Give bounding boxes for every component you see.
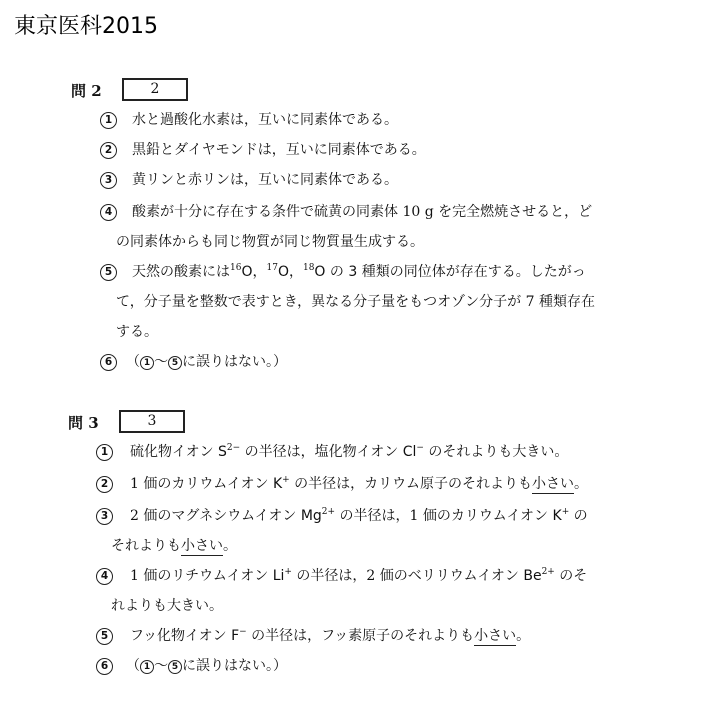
text-segment: の [569,508,588,524]
ion-symbol: F [231,628,240,644]
option-number-1: 1 [100,112,117,129]
option-text-line-2: の同素体からも同じ物質が同じ物質量生成する。 [116,234,424,250]
ion-charge: + [282,475,290,485]
text-segment: の半径は，塩化物イオン [240,444,403,460]
option-text-line-2: て，分子量を整数で表すとき，異なる分子量をもつオゾン分子が 7 種類存在 [116,294,595,310]
option-number-3: 3 [96,508,113,525]
ion-charge: 2+ [541,567,555,577]
option-text-line-2 [111,531,237,561]
underlined-text: 小さい [532,476,575,492]
text-segment: 天然の酸素には [132,264,230,280]
option-text-line-2: れよりも大きい。 [111,598,223,614]
option-text: 黒鉛とダイヤモンドは，互いに同素体である。 [132,142,426,158]
page-title: 東京医科2015 [14,14,158,39]
answer-box-3: 3 [119,410,185,433]
ion-symbol: Mg [300,508,322,524]
ion-symbol: Be [523,568,542,584]
text-segment: 。 [516,628,531,644]
option-text-line-1 [132,257,586,287]
question-2-label: 問 2 [71,82,102,100]
underlined-text: 小さい [474,628,517,644]
text-segment: の半径は，1 価のカリウムイオン [335,508,553,524]
option-text: 黄リンと赤リンは，互いに同素体である。 [132,172,398,188]
text-segment: に誤りはない。） [182,658,287,674]
text-segment: に誤りはない。） [182,354,287,370]
text-segment: ～ [154,658,168,674]
text-segment: 硫化物イオン [130,444,219,460]
option-text: 水と過酸化水素は，互いに同素体である。 [132,112,398,128]
option-text-line-1: 酸素が十分に存在する条件で硫黄の同素体 10 g を完全燃焼させると，ど [132,204,593,220]
option-number-6: 6 [100,354,117,371]
option-number-2: 2 [100,142,117,159]
text-segment: フッ化物イオン [130,628,232,644]
option-text [130,621,530,651]
option-number-1: 1 [96,444,113,461]
text-segment: のそ [554,568,588,584]
ion-charge: 2+ [321,507,336,517]
ion-charge: − [239,627,247,637]
text-segment: の半径は，2 価のベリリウムイオン [291,568,524,584]
text-segment: の半径は，カリウム原子のそれよりも [289,476,533,492]
text-segment: （ [126,354,140,370]
question-3-label: 問 3 [68,414,99,432]
ion-charge: 2− [226,443,241,453]
mass-number: 17 [266,263,278,273]
inline-number-1: 1 [140,660,154,674]
option-text [126,651,287,681]
ion-symbol: Li [272,568,285,584]
element-symbol: O， [241,264,267,280]
option-text-line-1 [130,561,587,591]
inline-number-5: 5 [168,660,182,674]
option-text [130,469,588,499]
option-number-6: 6 [96,658,113,675]
ion-charge: − [416,443,424,453]
ion-charge: + [561,507,570,517]
text-segment: それよりも [111,538,181,554]
option-text [126,347,287,377]
text-segment: 2 価のマグネシウムイオン [130,508,301,524]
option-number-4: 4 [100,204,117,221]
mass-number: 16 [230,263,242,273]
text-segment: の半径は，フッ素原子のそれよりも [246,628,475,644]
ion-symbol: K [272,476,283,492]
option-number-4: 4 [96,568,113,585]
element-symbol: O， [277,264,303,280]
text-segment: 。 [574,476,589,492]
ion-symbol: K [552,508,562,524]
option-text-line-1 [130,501,588,531]
option-number-5: 5 [96,628,113,645]
mass-number: 18 [302,263,315,273]
text-segment: 1 価のリチウムイオン [130,568,273,584]
ion-symbol: S [218,444,227,460]
answer-box-2: 2 [122,78,188,101]
text-segment: ～ [154,354,168,370]
option-number-5: 5 [100,264,117,281]
ion-charge: + [284,567,292,577]
text-segment: 。 [223,538,237,554]
inline-number-1: 1 [140,356,154,370]
text-segment: のそれよりも大きい。 [423,444,569,460]
inline-number-5: 5 [168,356,182,370]
text-segment: 1 価のカリウムイオン [130,476,273,492]
option-text [130,437,568,467]
ion-symbol: Cl [402,444,417,460]
text-segment: O の 3 種類の同位体が存在する。したがっ [314,264,586,280]
underlined-text: 小さい [181,538,223,554]
option-number-2: 2 [96,476,113,493]
text-segment: （ [126,658,140,674]
option-text-line-3: する。 [116,324,158,340]
option-number-3: 3 [100,172,117,189]
